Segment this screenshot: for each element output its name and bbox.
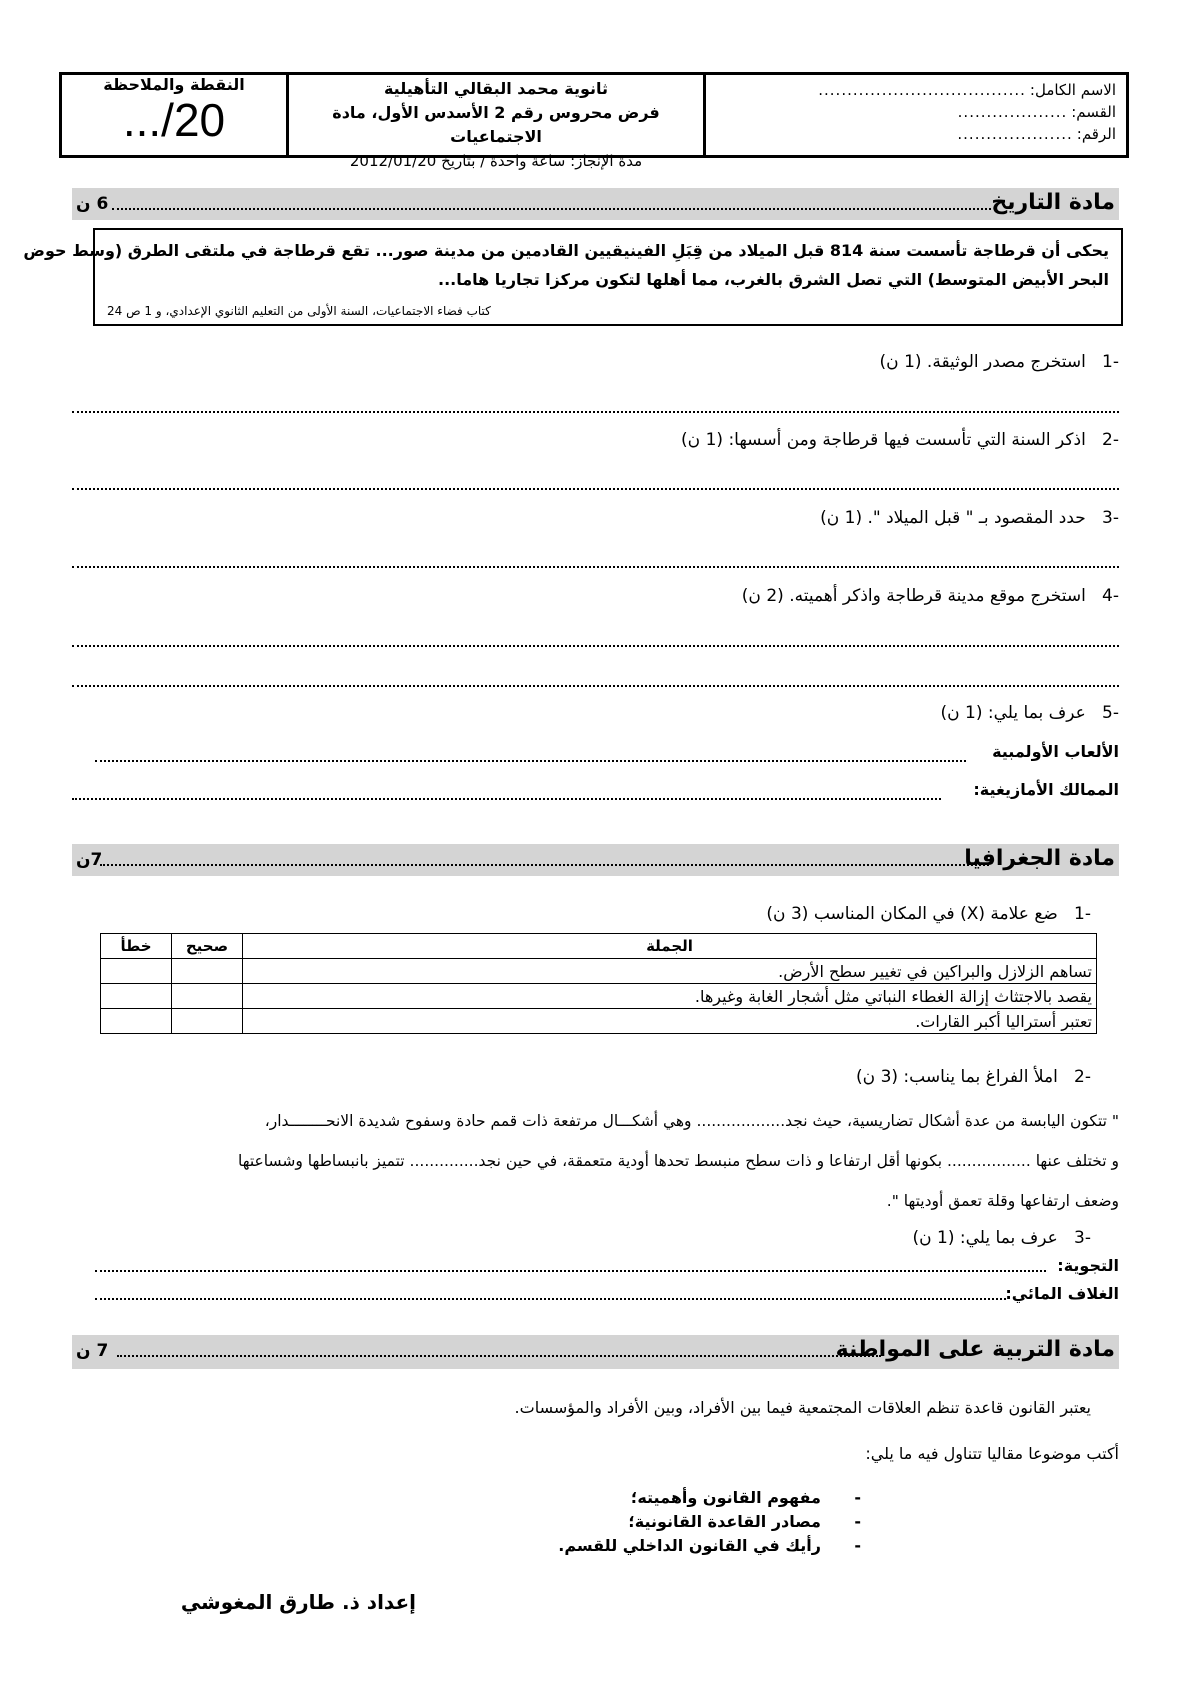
geography-question-1: -1 ضع علامة (X) في المكان المناسب (3 ن) (766, 904, 1091, 924)
document-text-line2: البحر الأبيض المتوسط) التي تصل الشرق بالغرب، مما أهلها لتكون مركزا تجاريا هاما... (437, 270, 1109, 289)
school-name: ثانوية محمد البقالي التأهيلية (383, 79, 609, 98)
fill-blank-line-3: وضعف ارتفاعها وقلة تعمق أوديتها ". (886, 1192, 1119, 1210)
civics-item-1: - مفهوم القانون وأهميته؛ (630, 1488, 861, 1507)
history-question-1: -1 استخرج مصدر الوثيقة. (1 ن) (879, 352, 1119, 372)
civics-instruction: أكتب موضوعا مقاليا تتناول فيه ما يلي: (865, 1444, 1119, 1463)
exam-meta: مدة الإنجاز: ساعة واحدة / بتاريخ 2012/01/20 (349, 152, 643, 170)
class-label: القسم: (1071, 103, 1116, 121)
false-cell[interactable] (101, 959, 172, 984)
grade-box (62, 75, 286, 155)
fill-blank-line-1: " تتكون اليابسة من عدة أشكال تضاريسية، حيث نجد.................. وهي أشكـــال مرتفعة ذات قمم حادة وسفوح شديدة الانحــــــــدار، (264, 1112, 1119, 1130)
geography-title-dots (100, 864, 989, 866)
geography-question-2: -2 املأ الفراغ بما يناسب: (3 ن) (856, 1067, 1091, 1087)
exam-info (286, 75, 706, 170)
civics-item-3: - رأيك في القانون الداخلي للقسم. (558, 1536, 861, 1555)
grade-value: .../20 (122, 94, 226, 146)
geography-points: 7ن (76, 850, 103, 870)
answer-line[interactable] (72, 411, 1119, 413)
true-cell[interactable] (172, 1009, 243, 1034)
answer-line[interactable] (95, 1298, 1006, 1300)
student-info (706, 75, 1126, 155)
document-text-line1: يحكى أن قرطاجة تأسست سنة 814 قبل الميلاد من قِبَلِ الفينيقيين القادمين من مدينة صور... تقع قرطاجة في ملتقى الطرق (وسط حوض (23, 241, 1109, 260)
author-credit: إعداد ذ. طارق المغوشي (180, 1590, 416, 1614)
answer-line[interactable] (72, 566, 1119, 568)
true-cell[interactable] (172, 959, 243, 984)
geography-term-1: التجوية: (1057, 1256, 1119, 1275)
false-cell[interactable] (101, 984, 172, 1009)
civics-section-bar (72, 1335, 1119, 1369)
answer-line[interactable] (72, 645, 1119, 647)
col-true: صحيح (172, 934, 243, 959)
civics-item-2: - مصادر القاعدة القانونية؛ (628, 1512, 861, 1531)
history-question-3: -3 حدد المقصود بـ " قبل الميلاد ". (1 ن) (820, 508, 1119, 528)
name-field[interactable]: .................................... (818, 81, 1026, 99)
true-false-table (100, 933, 1097, 1034)
table-row (101, 959, 1097, 984)
geography-section-bar (72, 844, 1119, 876)
grade-label: النقطة والملاحظة (103, 75, 245, 94)
history-term-2: الممالك الأمازيغية: (973, 780, 1119, 799)
geography-term-2: الغلاف المائي: (1005, 1284, 1119, 1303)
geography-title: مادة الجغرافيا (964, 846, 1115, 871)
history-term-1: الألعاب الأولمبية (992, 742, 1119, 761)
name-label: الاسم الكامل: (1029, 81, 1116, 99)
history-title: مادة التاريخ (991, 190, 1115, 215)
history-question-5: -5 عرف بما يلي: (1 ن) (940, 703, 1119, 723)
col-sentence: الجملة (243, 934, 1097, 959)
false-cell[interactable] (101, 1009, 172, 1034)
history-points: 6 ن (76, 194, 109, 214)
history-title-dots (112, 208, 991, 210)
sentence-cell: تساهم الزلازل والبراكين في تغيير سطح الأرض. (243, 959, 1097, 984)
answer-line[interactable] (95, 1270, 1046, 1272)
history-question-2: -2 اذكر السنة التي تأسست فيها قرطاجة ومن أسسها: (1 ن) (681, 430, 1119, 450)
civics-title: مادة التربية على المواطنة (835, 1337, 1115, 1362)
sentence-cell: تعتبر أستراليا أكبر القارات. (243, 1009, 1097, 1034)
civics-points: 7 ن (76, 1341, 109, 1361)
exam-title: فرض محروس رقم 2 الأسدس الأول، مادة الاجتماعيات (332, 103, 660, 146)
table-row (101, 1009, 1097, 1034)
answer-line[interactable] (72, 685, 1119, 687)
fill-blank-line-2: و تختلف عنها ................. بكونها أقل ارتفاعا و ذات سطح منبسط تحدها أودية متعمقة، في حين نجد.............. تتميز بانبساطها وشساعتها (237, 1152, 1119, 1170)
geography-question-3: -3 عرف بما يلي: (1 ن) (912, 1228, 1091, 1248)
table-row (101, 984, 1097, 1009)
history-question-4: -4 استخرج موقع مدينة قرطاجة واذكر أهميته. (2 ن) (741, 586, 1119, 606)
answer-line[interactable] (95, 760, 966, 762)
class-field[interactable]: ................... (957, 103, 1068, 121)
true-cell[interactable] (172, 984, 243, 1009)
document-source: كتاب فضاء الاجتماعيات، السنة الأولى من التعليم الثانوي الإعدادي، و 1 ص 24 (107, 304, 491, 318)
number-field[interactable]: .................... (957, 125, 1073, 143)
header-box (59, 72, 1129, 170)
col-false: خطأ (101, 934, 172, 959)
history-document (23, 228, 1123, 326)
civics-intro: يعتبر القانون قاعدة تنظم العلاقات المجتمعية فيما بين الأفراد، وبين الأفراد والمؤسسات. (514, 1398, 1091, 1417)
number-label: الرقم: (1076, 125, 1116, 143)
history-section-bar (72, 188, 1119, 220)
answer-line[interactable] (72, 798, 941, 800)
sentence-cell: يقصد بالاجتثاث إزالة الغطاء النباتي مثل أشجار الغابة وغيرها. (243, 984, 1097, 1009)
civics-title-dots (117, 1355, 881, 1357)
answer-line[interactable] (72, 488, 1119, 490)
